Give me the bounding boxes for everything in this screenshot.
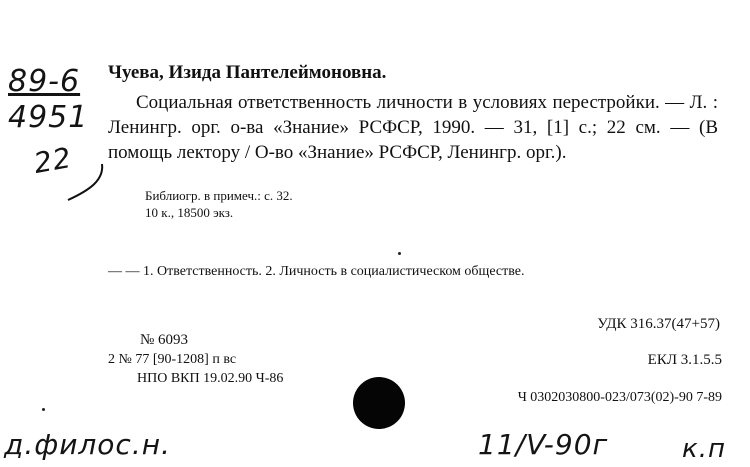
- ekl-code: ЕКЛ 3.1.5.5: [647, 352, 722, 368]
- ink-speck: [42, 408, 45, 411]
- ink-speck: [398, 252, 401, 255]
- handwritten-initials: к.п: [682, 434, 726, 464]
- printing-info: НПО ВКП 19.02.90 Ч-86: [137, 371, 284, 386]
- card-number: № 6093: [140, 332, 189, 348]
- handwritten-shelf-mark-bottom: 4951: [8, 100, 89, 135]
- entry-title-block: Социальная ответственность личности в условиях перестройки. — Л. : Ленингр. орг. о-ва «Знание» РСФСР, 1990. — 31, [1] с.; 22 см. — (В помощь лектору / О-во «Знание» РСФСР, Ленингр. орг.).: [108, 92, 718, 163]
- bibliography-note: Библиогр. в примеч.: с. 32.: [145, 188, 293, 203]
- handwritten-shelf-mark-extra: 22: [31, 140, 75, 181]
- handwritten-shelf-mark-top: 89-6: [8, 64, 81, 99]
- entry-author: Чуева, Изида Пантелеймоновна.: [108, 62, 387, 83]
- punched-hole: [353, 377, 405, 429]
- subject-headings: — — 1. Ответственность. 2. Личность в социалистическом обществе.: [108, 264, 525, 279]
- publication-code: Ч 0302030800-023/073(02)-90 7-89: [517, 390, 722, 405]
- price-and-print-run: 10 к., 18500 экз.: [145, 205, 234, 220]
- handwritten-date-note: 11/V-90г: [478, 428, 609, 461]
- handwritten-department-note: д.филос.н.: [4, 428, 171, 461]
- udk-code: УДК 316.37(47+57): [597, 316, 720, 332]
- handwritten-swirl-mark: [60, 150, 110, 210]
- order-number: 2 № 77 [90-1208] п вс: [108, 352, 237, 367]
